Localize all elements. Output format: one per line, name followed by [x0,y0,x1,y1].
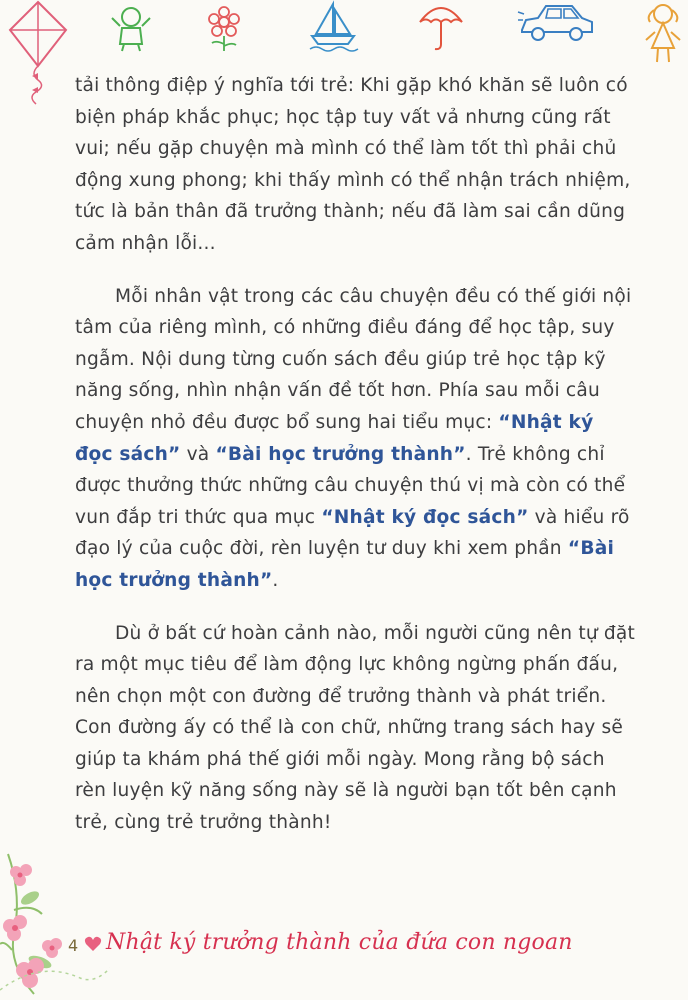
kite-icon [4,0,72,105]
body-text: . Trẻ không chỉ được thưởng thức những câu chuyện thú vị mà còn có thể vun đắp tri thức qua mục [75,443,626,528]
flower-icon [200,4,248,52]
highlight-text: “Bài học trưởng thành” [215,443,466,465]
book-title: Nhật ký trưởng thành của đứa con ngoan [106,930,573,955]
body-text: Mỗi nhân vật trong các câu chuyện đều có thế giới nội tâm của riêng mình, có những điều đáng để học tập, suy ngẫm. Nội dung từng cuốn sách đều giúp trẻ học tập kỹ năng sống, nhìn nhận vấn đề tốt hơn. Phía sau mỗi câu chuyện nhỏ đều được bổ sung hai tiểu mục: [75,285,632,433]
paragraph [75,618,637,839]
car-icon [516,0,596,46]
heart-icon [84,936,102,952]
flower-branch-icon [0,850,110,1000]
umbrella-icon [416,0,466,52]
body-text: và [180,443,216,465]
highlight-text: “Bài học trưởng thành” [75,538,615,591]
footer-decoration [0,850,688,1000]
girl-icon [640,0,686,66]
body-text: . [272,569,279,591]
child-icon [106,4,156,52]
page-number: 4 [68,936,79,955]
paragraph [75,281,637,597]
top-decoration [0,0,688,70]
body-text: Dù ở bất cứ hoàn cảnh nào, mỗi người cũng nên tự đặt ra một mục tiêu để làm động lực không ngừng phấn đấu, nên chọn một con đường để trưởng thành và phát triển. Con đường ấy có thể là con chữ, những trang sách hay sẽ giúp ta khám phá thế giới mỗi ngày. Mong rằng bộ sách rèn luyện kỹ năng sống này sẽ là người bạn tốt bên cạnh trẻ, cùng trẻ trưởng thành! [75,622,636,834]
highlight-text: “Nhật ký đọc sách” [321,506,529,528]
body-text: và hiểu rõ đạo lý của cuộc đời, rèn luyện tư duy khi xem phần [75,506,630,560]
page-body [75,70,637,860]
body-text: tải thông điệp ý nghĩa tới trẻ: Khi gặp khó khăn sẽ luôn có biện pháp khắc phục; học tập tuy vất vả nhưng cũng rất vui; nếu gặp chuyện mà mình có thể làm tốt thì phải chủ động xung phong; khi thấy mình có thể nhận trách nhiệm, tức là bản thân đã trưởng thành; nếu đã làm sai cần dũng cảm nhận lỗi... [75,75,631,254]
paragraph [75,70,637,260]
sailboat-icon [306,0,360,52]
highlight-text: “Nhật ký đọc sách” [75,411,594,465]
